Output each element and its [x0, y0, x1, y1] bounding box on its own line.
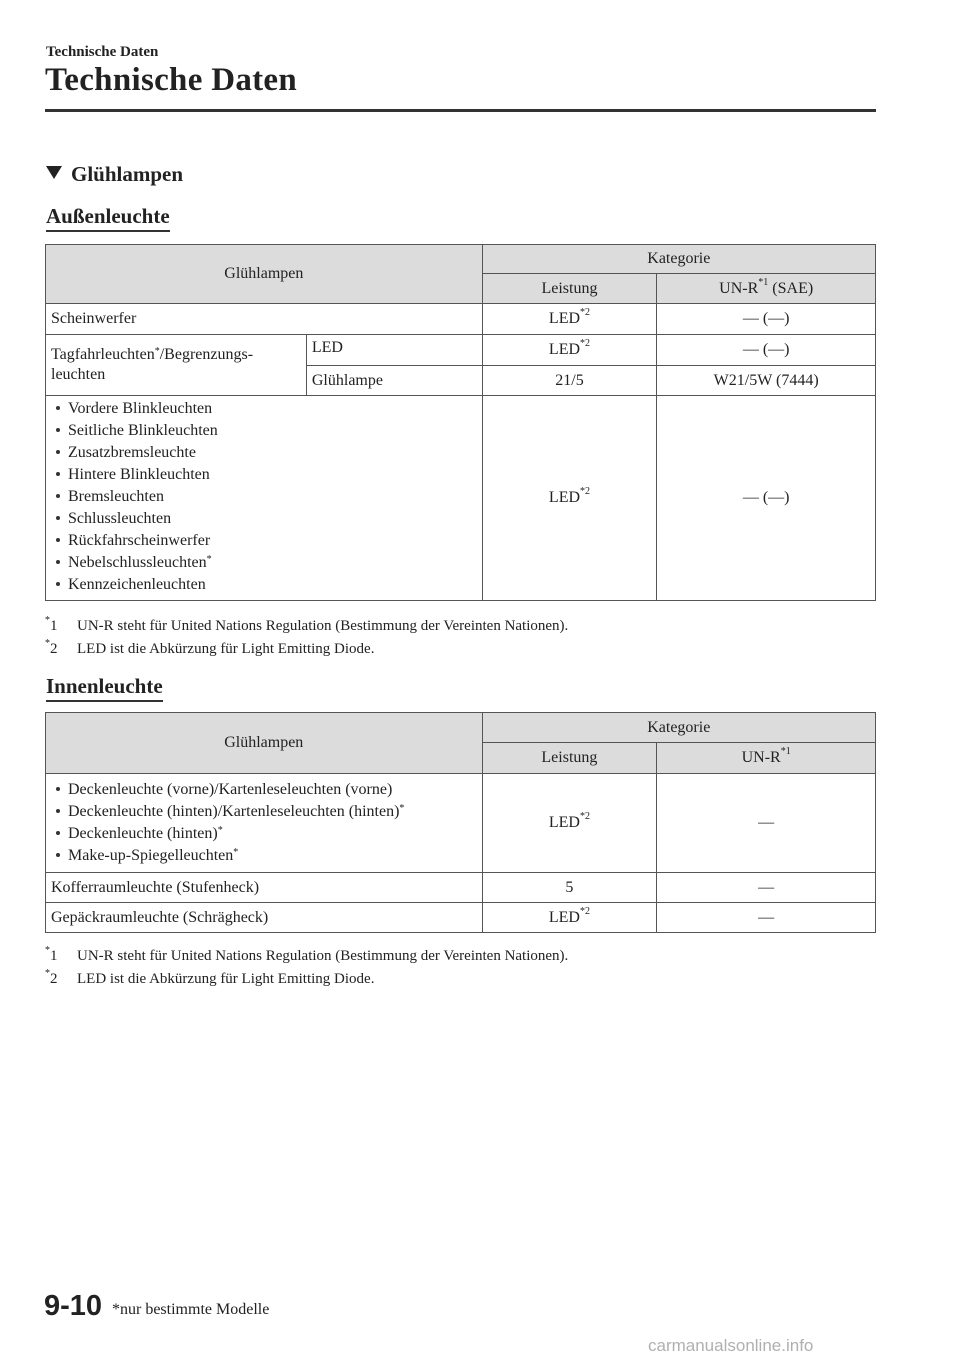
interior-lights-heading: Innenleuchte	[46, 674, 163, 702]
table-row	[46, 335, 876, 366]
list-item: Deckenleuchte (hinten)*	[46, 823, 482, 845]
table-row	[46, 903, 876, 933]
cell-power: LED$^{*2}$	[482, 304, 657, 335]
cell-unr: —	[657, 774, 876, 873]
cell-type-bulb: Glühlampe	[306, 366, 482, 396]
page-title: Technische Daten	[45, 62, 298, 98]
footnote: *2 LED ist die Abkürzung für Light Emitting Diode.	[45, 638, 375, 657]
cell-cargo: Gepäckraumleuchte (Schrägheck)	[46, 903, 483, 933]
exterior-lights-heading: Außenleuchte	[46, 204, 170, 232]
section-heading-text: Glühlampen	[71, 162, 184, 186]
cell-power: 5	[482, 873, 657, 903]
list-item: Deckenleuchte (hinten)/Kartenleseleuchten (hinten)*	[46, 801, 482, 823]
exterior-lights-table	[45, 244, 876, 601]
footnote: *2 LED ist die Abkürzung für Light Emitting Diode.	[45, 968, 375, 987]
cell-drl: Tagfahrleuchten*/Begrenzungs- leuchten	[46, 335, 307, 396]
cell-unr: — (—)	[657, 335, 876, 366]
table-row	[46, 774, 876, 873]
cell-power: LED$^{*2}$	[482, 335, 657, 366]
list-item: Bremsleuchten	[46, 486, 482, 508]
cell-headlight: Scheinwerfer	[46, 304, 483, 335]
col-header-bulbs: Glühlampen	[46, 713, 483, 774]
list-item: Rückfahrscheinwerfer	[46, 530, 482, 552]
footnote: *1 UN-R steht für United Nations Regulation (Bestimmung der Vereinten Nationen).	[45, 615, 569, 634]
cell-power: LED$^{*2}$	[482, 903, 657, 933]
col-header-power: Leistung	[482, 743, 657, 774]
list-item: Kennzeichenleuchten	[46, 574, 482, 596]
list-item: Zusatzbremsleuchte	[46, 442, 482, 464]
cell-unr: — (—)	[657, 304, 876, 335]
list-item: Seitliche Blinkleuchten	[46, 420, 482, 442]
col-header-unr: $UN-R^{*1}$ (SAE)	[657, 274, 876, 304]
list-item: Vordere Blinkleuchten	[46, 398, 482, 420]
cell-type-led: LED	[306, 335, 482, 366]
list-item: Schlussleuchten	[46, 508, 482, 530]
col-header-unr: $UN-R^{*1}$	[657, 743, 876, 774]
list-item: Nebelschlussleuchten*	[46, 552, 482, 574]
col-header-category: Kategorie	[482, 245, 875, 274]
cell-power: LED$^{*2}$	[482, 774, 657, 873]
footnote: *1 UN-R steht für United Nations Regulation (Bestimmung der Vereinten Nationen).	[45, 945, 569, 964]
cell-power: 21/5	[482, 366, 657, 396]
list-item: Make-up-Spiegelleuchten*	[46, 845, 482, 867]
model-note: *nur bestimmte Modelle	[112, 1301, 270, 1318]
cell-unr: —	[657, 873, 876, 903]
cell-power: LED$^{*2}$	[482, 396, 657, 601]
header-rule	[45, 109, 876, 112]
list-item: Deckenleuchte (vorne)/Kartenleseleuchten (vorne)	[46, 779, 482, 801]
col-header-bulbs: Glühlampen	[46, 245, 483, 304]
interior-lights-table	[45, 712, 876, 933]
cell-unr: —	[657, 903, 876, 933]
cell-lamp-list	[46, 396, 483, 601]
table-row	[46, 396, 876, 601]
section-heading	[46, 162, 183, 187]
cell-trunk: Kofferraumleuchte (Stufenheck)	[46, 873, 483, 903]
cell-unr: — (—)	[657, 396, 876, 601]
cell-unr: W21/5W (7444)	[657, 366, 876, 396]
table-row	[46, 304, 876, 335]
cell-lamp-list	[46, 774, 483, 873]
table-row	[46, 873, 876, 903]
col-header-power: Leistung	[482, 274, 657, 304]
triangle-down-icon	[46, 166, 62, 179]
watermark: carmanualsonline.info	[648, 1336, 814, 1355]
list-item: Hintere Blinkleuchten	[46, 464, 482, 486]
running-header: Technische Daten	[46, 44, 159, 60]
page-number: 9-10	[44, 1290, 103, 1322]
col-header-category: Kategorie	[482, 713, 875, 743]
